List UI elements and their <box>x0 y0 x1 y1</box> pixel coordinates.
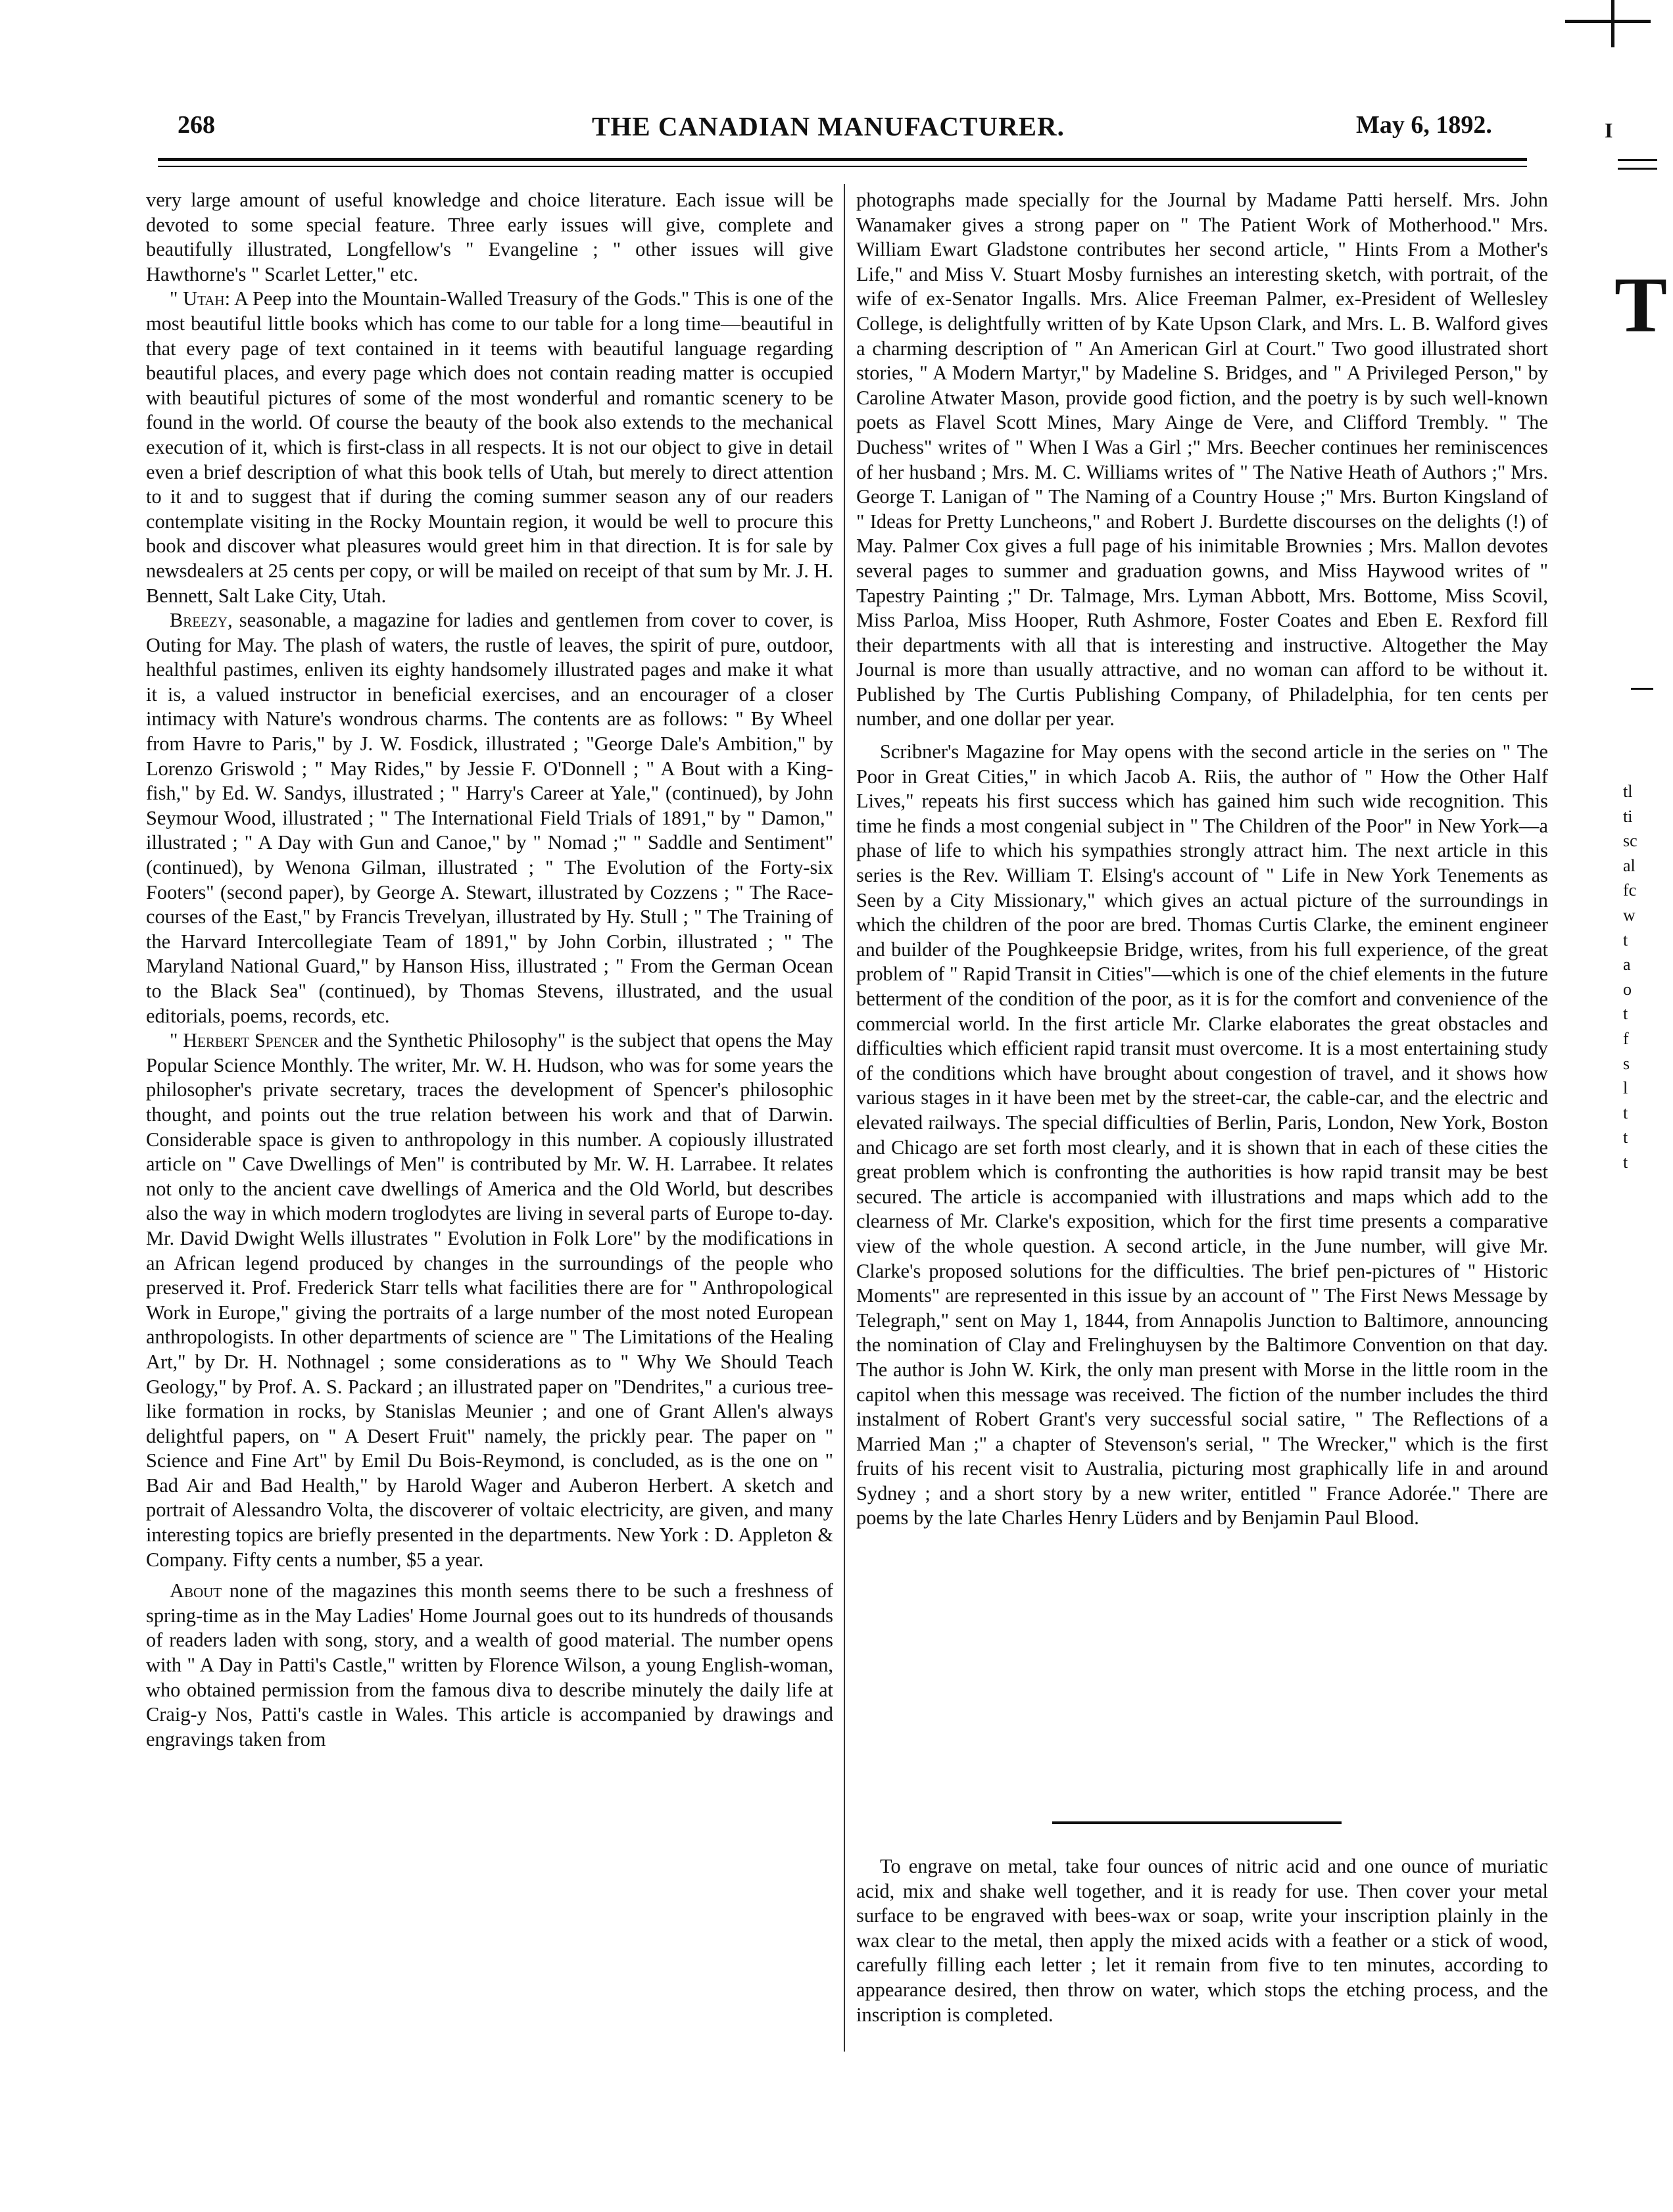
adjacent-page-fragments: tl ti sc al fc w t a o t f s l t t t <box>1623 782 1637 1172</box>
column-divider <box>844 184 845 2052</box>
article-paragraph <box>146 1579 833 1752</box>
left-column <box>146 188 833 1752</box>
paragraph-body: : A Peep into the Mountain-Walled Treasury of the Gods." This is one of the most beautiful little books which has come to our table for a long time—beautiful in that every page of text contained in it teems with beautiful language regarding beautiful places, and every page which does not contain reading matter is occupied with beautiful pictures of some of the most wonderful and romantic scenery to be found in the world. Of course the beauty of the book also extends to the mechanical execution of it, which is first-class in all respects. It is not our object to give in detail even a brief description of what this book tells of Utah, but merely to direct attention to it and to suggest that if during the coming summer season any of our readers contemplate visiting in the Rocky Mountain region, it would be well to procure this book and discover what pleasures would greet him in that direction. It is for sale by newsdealers at 25 cents per copy, or will be mailed on receipt of that sum by Mr. J. H. Bennett, Salt Lake City, Utah. <box>146 287 833 607</box>
article-paragraph <box>146 1028 833 1572</box>
article-paragraph: To engrave on metal, take four ounces of nitric acid and one ounce of muriatic acid, mix and shake well together, and it is ready for use. Then cover your metal surface to be engraved with bees-wax or soap, write your inscription plainly in the wax clear to the metal, then apply the mixed acids with a feather or a stick of wood, carefully filling each letter ; let it remain from five to ten minutes, according to appearance desired, then throw on water, which stops the etching process, and the inscription is completed. <box>856 1855 1548 2026</box>
article-paragraph: Scribner's Magazine for May opens with the second article in the series on " The Poor in Great Cities," in which Jacob A. Riis, the author of " How the Other Half Lives," repeats his first success which has gained him such wide recognition. This time he finds a most congenial subject in " The Children of the Poor" in New York—a phase of life to which his sympathies strongly attract him. The next article in this series is the Rev. William T. Elsing's account of " Life in New York Tenements as Seen by a City Missionary," which gives an actual picture of the surroundings in which the children of the poor are bred. Thomas Curtis Clarke, the eminent engineer and builder of the Poughkeepsie Bridge, writes, from his full experience, of the great problem of " Rapid Transit in Cities"—which is one of the chief elements in the future betterment of the condition of the poor, as it is for the comfort and convenience of the commercial world. In the first article Mr. Clarke elaborates the great obstacles and difficulties which efficient rapid transit must overcome. It is a most entertaining study of the conditions which have brought about congestion of travel, and it shows how various stages in it have been met by the street-car, the cable-car, and the electric and elevated railways. The special difficulties of Berlin, Paris, London, New York, Boston and Chicago are set forth most clearly, and it is shown that in each of these cities the great problem which is confronting the authorities is how rapid transit may be best secured. The article is accompanied with illustrations and maps which add to the clearness of Mr. Clarke's exposition, which for the first time presents a comparative view of the whole question. A second article, in the June number, will give Mr. Clarke's proposed solutions for the difficulties. The brief pen-pictures of " Historic Moments" are represented in this issue by an account of " The First News Message by Telegraph," sent on May 1, 1844, from Annapolis Junction to Baltimore, announcing the nomination of Clay and Frelinghuysen by the Baltimore Convention on that day. The author is John W. Kirk, the only man present with Morse in the little room in the capitol when this message was received. The fiction of the number includes the third instalment of Robert Grant's very successful social satire, " The Reflections of a Married Man ;" a chapter of Stevenson's serial, " The Wrecker," which is the first fruits of his recent visit to Australia, picturing most graphically life in and around Sydney ; and a short story by a new writer, entitled " France Adorée." There are poems by the late Charles Henry Lüders and by Benjamin Paul Blood. <box>856 740 1548 1529</box>
paragraph-lead: About <box>170 1579 222 1602</box>
adjacent-page-corner-mark: I <box>1605 118 1613 142</box>
paragraph-body: and the Synthetic Philosophy" is the subject that opens the May Popular Science Monthly. The writer, Mr. W. H. Hudson, who was for some years the philosopher's private secretary, traces the development of Spencer's philosophic thought, and points out the true relation between his work and that of Darwin. Considerable space is given to anthropology in this number. A copiously illustrated article on " Cave Dwellings of Men" is contributed by Mr. W. H. Larrabee. It relates not only to the ancient cave dwellings of America and the Old World, but describes also the way in which modern troglodytes are living in several parts of Europe to-day. Mr. David Dwight Wells illustrates " Evolution in Folk Lore" by the modifications in an African legend produced by changes in the surroundings of the people who preserved it. Prof. Frederick Starr tells what facilities there are for " Anthropological Work in Europe," giving the portraits of a large number of the most noted European anthropologists. In other departments of science are " The Limitations of the Healing Art," by Dr. H. Nothnagel ; some considerations as to " Why We Should Teach Geology," by Prof. A. S. Packard ; an illustrated paper on "Dendrites," a curious tree-like formation in rocks, by Stanislas Meunier ; and one of Grant Allen's always delightful papers, on " A Desert Fruit" namely, the prickly pear. The paper on " Science and Fine Art" by Emil Du Bois-Reymond, is concluded, as is the one on " Bad Air and Bad Health," by Harold Wager and Auberon Herbert. A sketch and portrait of Alessandro Volta, the discoverer of voltaic electricity, are given, and many interesting topics are briefly presented in the departments. New York : D. Appleton & Company. Fifty cents a number, $5 a year. <box>146 1029 833 1571</box>
article-paragraph: very large amount of useful knowledge and choice literature. Each issue will be devoted to some special feature. Three early issues will give, complete and beautifully illustrated, Longfellow's " Evangeline ; " other issues will give Hawthorne's " Scarlet Letter," etc. <box>146 189 833 285</box>
article-paragraph: photographs made specially for the Journal by Madame Patti herself. Mrs. John Wanamaker gives a strong paper on " The Patient Work of Motherhood." Mrs. William Ewart Gladstone contributes her second article, " Hints From a Mother's Life," and Miss V. Stuart Mosby furnishes an interesting sketch, with portrait, of the wife of ex-Senator Ingalls. Mrs. Alice Freeman Palmer, ex-President of Wellesley College, is delightfully written of by Kate Upson Clark, and Mrs. L. B. Walford gives a charming description of " An American Girl at Court." Two good illustrated short stories, " A Modern Martyr," by Madeline S. Bridges, and " A Privileged Person," by Caroline Atwater Mason, provide good fiction, and the poetry is by such well-known poets as Flavel Scott Mines, Mary Ainge de Vere, and Clifford Trembly. " The Duchess" writes of " When I Was a Girl ;" Mrs. Beecher continues her reminiscences of her husband ; Mrs. M. C. Williams writes of " The Native Heath of Authors ;" Mrs. George T. Lanigan of " The Naming of a Country House ;" Mrs. Burton Kingsland of " Ideas for Pretty Luncheons," and Robert J. Burdette discourses on the delights (!) of May. Palmer Cox gives a full page of his inimitable Brownies ; Mrs. Mallon devotes several pages to summer and graduation gowns, and Miss Haywood writes of " Tapestry Painting ;" Dr. Talmage, Mrs. Lyman Abbott, Mrs. Bottome, Miss Scovil, Miss Parloa, Miss Hooper, Ruth Ashmore, Foster Coates and Eben E. Rexford fill their departments with all that is interesting and instructive. Altogether the May Journal is more than usually attractive, and no woman can afford to be without it. Published by The Curtis Publishing Company, of Philadelphia, for ten cents per number, and one dollar per year. <box>856 189 1548 731</box>
adjacent-page-rule-thin <box>1618 168 1657 170</box>
corner-rule-mark <box>1565 0 1651 23</box>
paragraph-body: none of the magazines this month seems there to be such a freshness of spring-time as in the May Ladies' Home Journal goes out to its hundreds of thousands of readers laden with song, story, and a wealth of good material. The number opens with " A Day in Patti's Castle," written by Florence Wilson, a young English-woman, who obtained permission from the famous diva to describe minutely the daily life at Craig-y Nos, Patti's castle in Wales. This article is accompanied by drawings and engravings taken from <box>146 1579 833 1750</box>
adjacent-page-rule <box>1618 159 1657 161</box>
adjacent-page-dash <box>1631 688 1653 690</box>
paragraph-lead: Breezy <box>170 609 228 632</box>
paragraph-lead: " Herbert Spencer <box>170 1029 319 1052</box>
section-divider <box>1052 1821 1342 1824</box>
issue-date: May 6, 1892. <box>1356 111 1492 139</box>
paragraph-body: , seasonable, a magazine for ladies and gentlemen from cover to cover, is Outing for May. The plash of waters, the rustle of leaves, the spirit of pure, outdoor, healthful pastimes, enliven its eighty handsomely illustrated pages and make it what it is, a valued instructor in beneficial exercises, and an encourager of a closer intimacy with Nature's wondrous charms. The contents are as follows: " By Wheel from Havre to Paris," by J. W. Fosdick, illustrated ; "George Dale's Ambition," by Lorenzo Griswold ; " May Rides," by Jessie F. O'Donnell ; " A Bout with a King-fish," by Ed. W. Sandys, illustrated ; " Harry's Career at Yale," (continued), by John Seymour Wood, illustrated ; " The International Field Trials of 1891," by " Damon," illustrated ; " A Day with Gun and Canoe," by " Nomad ;" " Saddle and Sentiment" (continued), by Wenona Gilman, illustrated ; " The Evolution of the Forty-six Footers" (second paper), by George A. Stewart, illustrated by Cozzens ; " The Race-courses of the East," by Francis Trevelyan, illustrated by Hy. Stull ; " The Training of the Harvard Intercollegiate Team of 1891," by John Corbin, illustrated ; " The Maryland National Guard," by Hanson Hiss, illustrated ; " From the German Ocean to the Black Sea" (continued), by Thomas Stevens, illustrated, and the usual editorials, poems, records, etc. <box>146 609 833 1027</box>
corner-rule-mark-vertical <box>1611 0 1614 47</box>
article-paragraph <box>146 287 833 608</box>
right-column <box>856 188 1548 1531</box>
paragraph-lead: " Utah <box>170 287 225 310</box>
adjacent-page-letter: T <box>1614 261 1668 349</box>
engraving-note <box>856 1854 1548 2027</box>
journal-title: THE CANADIAN MANUFACTURER. <box>592 111 1065 141</box>
article-paragraph <box>146 608 833 1028</box>
page-number: 268 <box>178 111 215 139</box>
header-rule <box>158 158 1527 161</box>
header-rule-thin <box>158 166 1527 167</box>
